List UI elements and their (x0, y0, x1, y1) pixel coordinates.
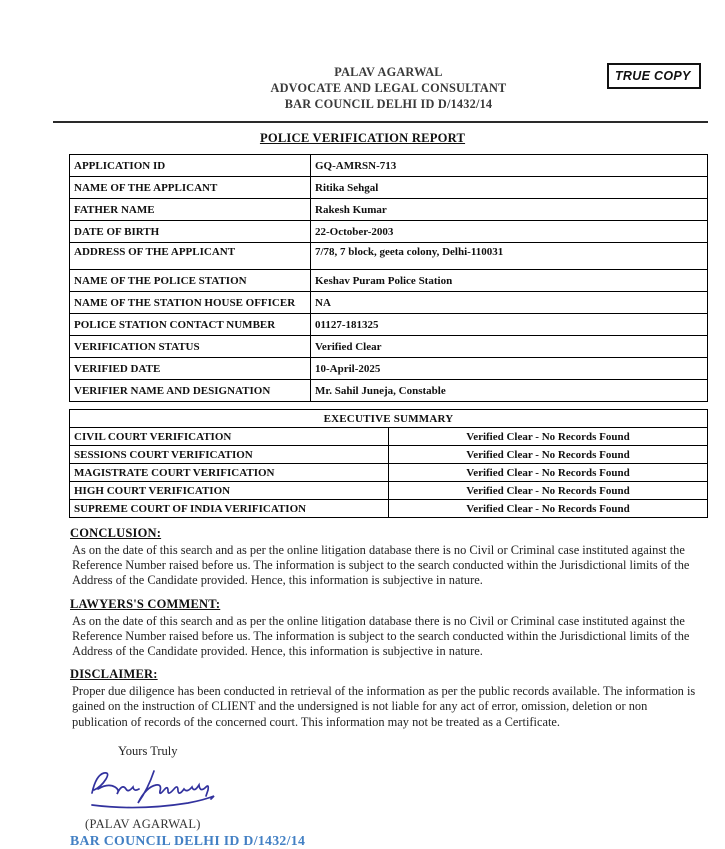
table-row (70, 155, 708, 177)
field-label: VERIFIED DATE (70, 358, 311, 380)
table-row (70, 358, 708, 380)
field-label: ADDRESS OF THE APPLICANT (70, 243, 311, 270)
field-label: SUPREME COURT OF INDIA VERIFICATION (70, 500, 389, 518)
field-label: APPLICATION ID (70, 155, 311, 177)
disclaimer-heading: DISCLAIMER: (70, 667, 158, 682)
field-label: NAME OF THE APPLICANT (70, 177, 311, 199)
true-copy-label: TRUE COPY (615, 69, 691, 83)
letterhead-bar-id: BAR COUNCIL DELHI ID D/1432/14 (284, 97, 493, 111)
conclusion-section (70, 526, 705, 589)
closing-salutation: Yours Truly (118, 743, 178, 758)
true-copy-stamp (607, 63, 701, 89)
field-label: VERIFICATION STATUS (70, 336, 311, 358)
table-row (70, 500, 708, 518)
field-value: Rakesh Kumar (311, 199, 708, 221)
field-value: Verified Clear - No Records Found (389, 428, 708, 446)
table-row (70, 336, 708, 358)
field-label: HIGH COURT VERIFICATION (70, 482, 389, 500)
field-value: 01127-181325 (311, 314, 708, 336)
field-value: 7/78, 7 block, geeta colony, Delhi-110031 (311, 243, 708, 270)
disclaimer-body: Proper due diligence has been conducted in retrieval of the information as per the public records available. The information is gained on the instruction of CLIENT and the undersigned is not liable for any act of error, omission, deletion or non publication of records of the concerned court. This information may not be treated as a Certificate. (72, 684, 696, 729)
details-table (69, 154, 708, 402)
letterhead-title: ADVOCATE AND LEGAL CONSULTANT (270, 81, 507, 95)
field-value: Verified Clear (311, 336, 708, 358)
field-label: DATE OF BIRTH (70, 221, 311, 243)
table-row (70, 221, 708, 243)
field-value: 22-October-2003 (311, 221, 708, 243)
lawyers-comment-heading: LAWYERS'S COMMENT: (70, 596, 221, 611)
field-label: SESSIONS COURT VERIFICATION (70, 446, 389, 464)
letterhead-name: PALAV AGARWAL (334, 65, 443, 79)
executive-summary-title: EXECUTIVE SUMMARY (70, 410, 708, 428)
report-title: POLICE VERIFICATION REPORT (259, 131, 466, 145)
text-sections (70, 526, 705, 730)
conclusion-body: As on the date of this search and as per the online litigation database there is no Civil or Criminal case instituted against the Reference Number raised before us. The information is subject to the search conducted within the Jurisdictional limits of the Address of the Candidate provided. Hence, this information is subjective in nature. (72, 543, 690, 588)
field-label: POLICE STATION CONTACT NUMBER (70, 314, 311, 336)
field-value: Keshav Puram Police Station (311, 270, 708, 292)
table-row (70, 482, 708, 500)
field-value: Verified Clear - No Records Found (389, 464, 708, 482)
handwritten-signature (88, 763, 248, 815)
table-row (70, 314, 708, 336)
letterhead (69, 0, 708, 112)
field-value: Verified Clear - No Records Found (389, 482, 708, 500)
table-row (70, 292, 708, 314)
executive-summary-header-row (70, 410, 708, 428)
table-row (70, 243, 708, 270)
field-value: Verified Clear - No Records Found (389, 446, 708, 464)
field-label: VERIFIER NAME AND DESIGNATION (70, 380, 311, 402)
field-value: Ritika Sehgal (311, 177, 708, 199)
field-value: Mr. Sahil Juneja, Constable (311, 380, 708, 402)
table-row (70, 464, 708, 482)
field-value: Verified Clear - No Records Found (389, 500, 708, 518)
table-row (70, 177, 708, 199)
table-row (70, 270, 708, 292)
header-divider (53, 121, 708, 123)
lawyers-comment-body: As on the date of this search and as per the online litigation database there is no Civil or Criminal case instituted against the Reference Number raised before us. The information is subject to the search conducted within the Jurisdictional limits of the Address of the Candidate provided. Hence, this information is subjective in nature. (72, 613, 690, 659)
lawyers-comment-section (70, 597, 705, 660)
field-label: NAME OF THE STATION HOUSE OFFICER (70, 292, 311, 314)
field-value: NA (311, 292, 708, 314)
field-label: MAGISTRATE COURT VERIFICATION (70, 464, 389, 482)
table-row (70, 428, 708, 446)
table-row (70, 380, 708, 402)
disclaimer-section (70, 667, 705, 730)
conclusion-heading: CONCLUSION: (70, 526, 162, 540)
field-value: GQ-AMRSN-713 (311, 155, 708, 177)
signatory-bar-id: BAR COUNCIL DELHI ID D/1432/14 (70, 832, 306, 848)
field-label: CIVIL COURT VERIFICATION (70, 428, 389, 446)
field-value: 10-April-2025 (311, 358, 708, 380)
field-label: NAME OF THE POLICE STATION (70, 270, 311, 292)
executive-summary-table (69, 409, 708, 518)
table-row (70, 446, 708, 464)
signatory-name: (PALAV AGARWAL) (85, 816, 201, 831)
field-label: FATHER NAME (70, 199, 311, 221)
table-row (70, 199, 708, 221)
